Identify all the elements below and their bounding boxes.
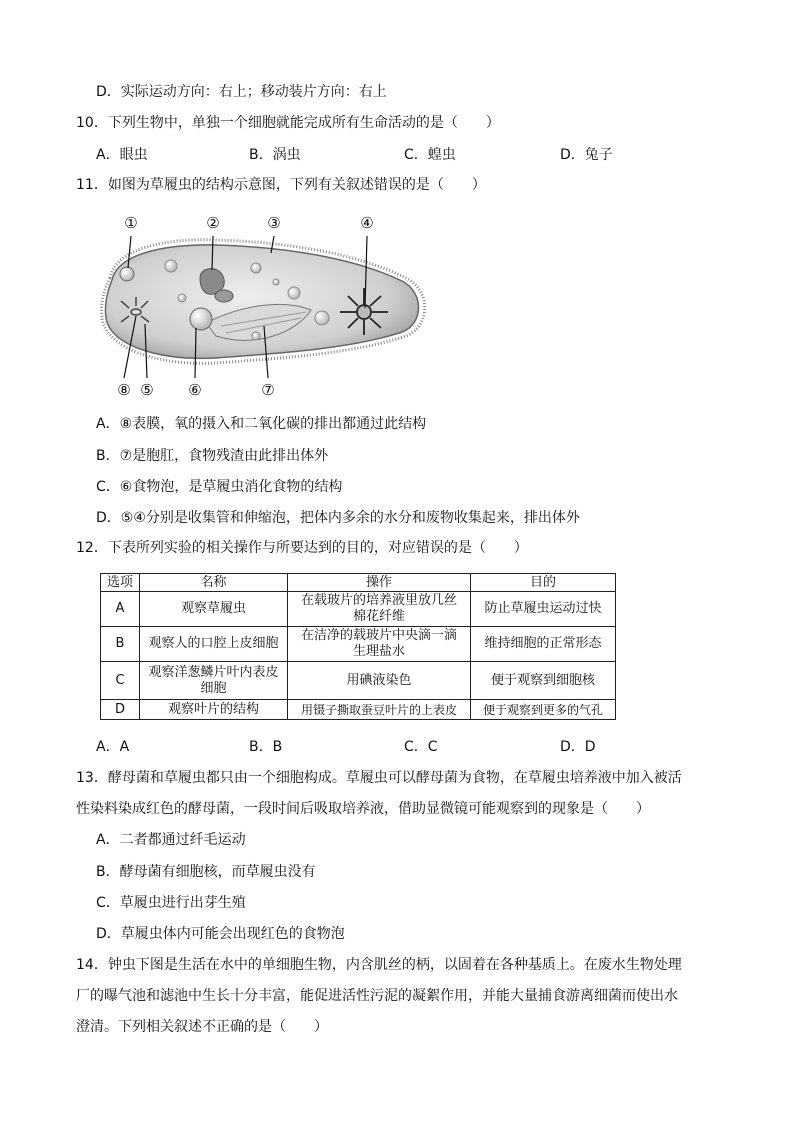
- label-3: ③: [267, 214, 281, 232]
- q11-stem: 11．如图为草履虫的结构示意图，下列有关叙述错误的是（ ）: [76, 177, 486, 193]
- q10-stem: 10．下列生物中，单独一个细胞就能完成所有生命活动的是（ ）: [76, 115, 500, 131]
- cell: A: [101, 592, 140, 627]
- label-4: ④: [360, 214, 374, 232]
- table-row: [101, 662, 616, 700]
- cell: 防止草履虫运动过快: [471, 592, 616, 627]
- cell: 观察草履虫: [140, 592, 288, 627]
- cell: 便于观察到细胞核: [471, 662, 616, 700]
- header-operation: 操作: [288, 574, 471, 592]
- q12-stem: 12．下表所列实验的相关操作与所要达到的目的，对应错误的是（ ）: [76, 540, 528, 556]
- q12-option-a: A．A: [96, 739, 130, 755]
- q11-option-a: A．⑧表膜，氧的摄入和二氧化碳的排出都通过此结构: [96, 416, 427, 432]
- table-row: [101, 627, 616, 662]
- label-5: ⑤: [140, 381, 154, 399]
- q12-option-c: C．C: [404, 739, 438, 755]
- cell: 用碘液染色: [288, 662, 471, 700]
- q11-option-c: C．⑥食物泡，是草履虫消化食物的结构: [96, 479, 343, 495]
- q10-option-a: A．眼虫: [96, 147, 148, 163]
- header-name: 名称: [140, 574, 288, 592]
- label-6: ⑥: [188, 381, 202, 399]
- q13-option-c: C．草履虫进行出芽生殖: [96, 895, 246, 911]
- q13-option-a: A．二者都通过纤毛运动: [96, 832, 246, 848]
- cell: 便于观察到更多的气孔: [471, 700, 616, 720]
- q10-option-d: D．兔子: [560, 147, 613, 163]
- q12-option-d: D．D: [560, 739, 596, 755]
- q14-stem-line1: 14．钟虫下图是生活在水中的单细胞生物，内含肌丝的柄，以固着在各种基质上。在废水生物处理: [76, 957, 682, 973]
- q14-stem-line2: 厂的曝气池和滤池中生长十分丰富，能促进活性污泥的凝絮作用，并能大量捕食游离细菌而使出水: [76, 988, 678, 1004]
- table-row: [101, 700, 616, 720]
- header-purpose: 目的: [471, 574, 616, 592]
- label-8: ⑧: [117, 381, 131, 399]
- cell: 在洁净的载玻片中央滴一滴 生理盐水: [288, 627, 471, 662]
- q10-option-c: C．蝗虫: [404, 147, 456, 163]
- experiment-table: [100, 573, 616, 720]
- cell: 维持细胞的正常形态: [471, 627, 616, 662]
- q12-option-b: B．B: [249, 739, 283, 755]
- label-1: ①: [124, 214, 138, 232]
- cell: 用镊子撕取蚕豆叶片的上表皮: [288, 700, 471, 720]
- q11-option-b: B．⑦是胞肛，食物残渣由此排出体外: [96, 448, 329, 464]
- label-7: ⑦: [261, 381, 275, 399]
- q13-option-b: B．酵母菌有细胞核，而草履虫没有: [96, 864, 316, 880]
- cell: 观察洋葱鳞片叶内表皮 细胞: [140, 662, 288, 700]
- paramecium-diagram: [96, 208, 436, 403]
- cell: B: [101, 627, 140, 662]
- label-2: ②: [206, 214, 220, 232]
- q10-option-b: B．涡虫: [249, 147, 301, 163]
- cell: 观察人的口腔上皮细胞: [140, 627, 288, 662]
- table-row: [101, 592, 616, 627]
- q13-stem-line1: 13．酵母菌和草履虫都只由一个细胞构成。草履虫可以酵母菌为食物，在草履虫培养液中加入被活: [76, 770, 682, 786]
- header-option: 选项: [101, 574, 140, 592]
- cell: D: [101, 700, 140, 720]
- q9-option-d: D．实际运动方向：右上；移动装片方向：右上: [96, 84, 387, 100]
- q13-option-d: D．草履虫体内可能会出现红色的食物泡: [96, 926, 345, 942]
- cell: C: [101, 662, 140, 700]
- q14-stem-line3: 澄清。下列相关叙述不正确的是（ ）: [76, 1019, 328, 1035]
- q11-option-d: D．⑤④分别是收集管和伸缩泡，把体内多余的水分和废物收集起来，排出体外: [96, 510, 580, 526]
- cell: 观察叶片的结构: [140, 700, 288, 720]
- cell: 在载玻片的培养液里放几丝 棉花纤维: [288, 592, 471, 627]
- q13-stem-line2: 性染料染成红色的酵母菌，一段时间后吸取培养液，借助显微镜可能观察到的现象是（ ）: [76, 801, 650, 817]
